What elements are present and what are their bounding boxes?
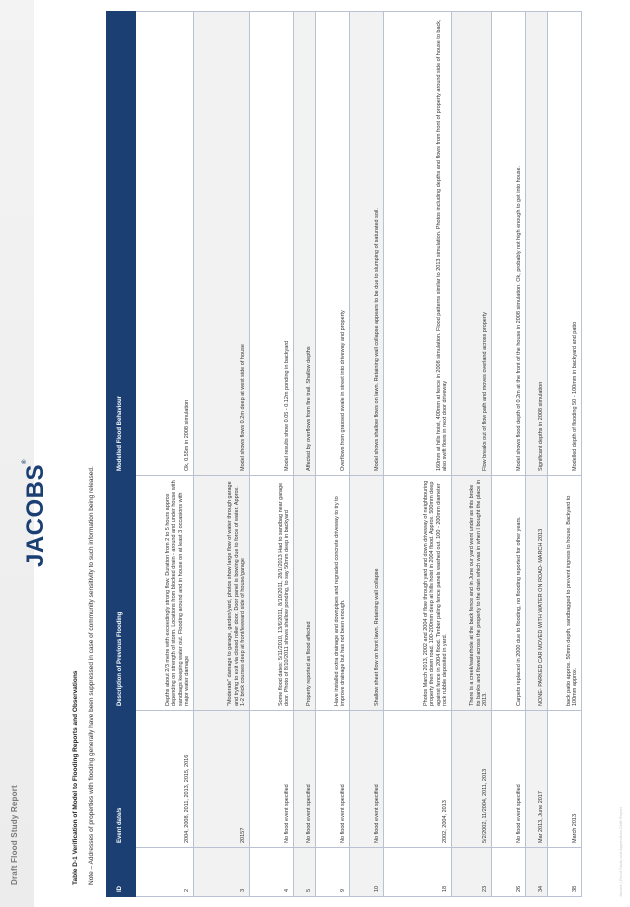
cell-description: Depths about 2/3 metre with exceedingly strong flow. Duration from 2 to 5 hours approx depending on strength of storm. Locations from blocked drain - around and under house with sandbags keeping water out. Flooding around and in house on at least 3 occasions with major water damage (136, 476, 194, 711)
table-header-row (107, 12, 136, 897)
table-row (548, 12, 582, 897)
table-row (350, 12, 384, 897)
header-description: Description of Previous Flooding (107, 476, 136, 711)
cell-description: Photos March 2013, 2002 and 2004 of flow through yard and down driveway of neighbouring property then down road. 100-200mm deep at hills hoist in 2004 flood. Approx. 500mm deep against fence in 2004 flood. Timber paling fence panels washed out. 100 - 200mm diameter rock rubble deposited in yard. (384, 476, 452, 711)
table-row (294, 12, 316, 897)
table-note: Note – Addresses of properties with flooding generally have been suppressed in case of community sensitivity to such information being released. (88, 466, 95, 885)
cell-id: 5 (294, 848, 316, 897)
cell-dates: 2002, 2004, 2013 (384, 711, 452, 848)
cell-modelled: Model shows shallow flows on lawn. Retaining wall collapse appears to be due to slumping of saturated soil. (350, 12, 384, 476)
table-title: Table D-1 Verification of Model to Flooding Reports and Observations (72, 670, 79, 885)
cell-modelled: Flow breaks out of flow path and moves overland across property (452, 12, 492, 476)
cell-dates: Mar 2013, June 2017 (526, 711, 548, 848)
cell-description: NONE- PARKED CAR MOVED WITH WATER ON ROAD- MARCH 2013 (526, 476, 548, 711)
cell-id: 18 (384, 848, 452, 897)
cell-description: Shallow sheet flow on front lawn. Retaining wall collapse (350, 476, 384, 711)
table-row (316, 12, 350, 897)
cell-description: Some flood dates: 5/11/2010, 13/6/2011, 8/10/2011, 28/1/2013 Had to sandbag near garage door. Photo of 8/10/2011 shows shallow ponding, to say 50mm deep in backyard (250, 476, 294, 711)
cell-modelled: Model results show 0.05 - 0.12m ponding in backyard (250, 12, 294, 476)
cell-modelled: Model shows flood depth of 0.2m at the front of the house in 2008 simulation. Ok, probably not high enough to get into house. (492, 12, 526, 476)
footer-text: Jacobs | Flood Study and Appendices Draft Report (618, 807, 623, 897)
cell-modelled: Model shows flows 0.2m deep at west side of house (194, 12, 250, 476)
table-row (250, 12, 294, 897)
cell-id: 9 (316, 848, 350, 897)
cell-id: 2 (136, 848, 194, 897)
cell-description: "Moderate" damage to garage, garden/yard, photos show large flow of water through garage and trying to exit via closed roller door. Door panel is bowing due to force of water. Approx. 1-2 brick courses deep at front/leeward side of house/garage (194, 476, 250, 711)
logo-text: JACOBS (22, 463, 49, 567)
table-row (452, 12, 492, 897)
cell-modelled: Overflows from grassed swale in street into driveway and property (316, 12, 350, 476)
cell-dates: 2004, 2008, 2011, 2013, 2015, 2016 (136, 711, 194, 848)
jacobs-logo (22, 459, 50, 567)
cell-id: 34 (526, 848, 548, 897)
cell-description: back patio approx. 50mm depth, sandbagged to prevent ingress to house. Backyard to 100mm approx. (548, 476, 582, 711)
cell-id: 23 (452, 848, 492, 897)
cell-description: Carpets replaced in 2000 due to flooding, no flooding reported for other years. (492, 476, 526, 711)
cell-modelled: Modelled depth of flooding 50 - 100mm in backyard and patio (548, 12, 582, 476)
cell-modelled: Affected by overflows from fire trail. Shallow depths (294, 12, 316, 476)
cell-dates: No flood event specified (492, 711, 526, 848)
table-row (194, 12, 250, 897)
cell-description: Property reported as flood affected (294, 476, 316, 711)
cell-dates: No flood event specified (350, 711, 384, 848)
cell-id: 10 (350, 848, 384, 897)
cell-dates: 2015? (194, 711, 250, 848)
cell-dates: No flood event specified (250, 711, 294, 848)
cell-id: 38 (548, 848, 582, 897)
cell-id: 3 (194, 848, 250, 897)
cell-id: 26 (492, 848, 526, 897)
cell-dates: March 2013 (548, 711, 582, 848)
header-dates: Event date/s (107, 711, 136, 848)
cell-modelled: 160mm at hills hoist, 400mm at fence in 2008 simulation. Flood patterns similar to 2013 simulation. Photos including depths and flows from front of property around side of house to back, also swift flows in next door driveway (384, 12, 452, 476)
table-row (492, 12, 526, 897)
logo-mark: ® (22, 459, 28, 464)
table-row (384, 12, 452, 897)
cell-modelled: Significant depths in 2008 simulation (526, 12, 548, 476)
cell-description: Have installed extra drainage and downpipes and regraded concrete driveway to try to improve drainage but has not been enough. (316, 476, 350, 711)
cell-dates: No flood event specified (316, 711, 350, 848)
cell-description: There is a creek/waterhole at the back fence and in June our yard went under as this broke its banks and flowed across the property to the drain which was in when I bought the place in 2013. (452, 476, 492, 711)
cell-dates: No flood event specified (294, 711, 316, 848)
cell-id: 4 (250, 848, 294, 897)
cell-modelled: Ok, 0.55m in 2008 simulation (136, 12, 194, 476)
document-title: Draft Flood Study Report (10, 785, 19, 885)
cell-dates: 5/2/2002, 11/2004, 2011, 2013 (452, 711, 492, 848)
header-modelled: Modelled Flood Behaviour (107, 12, 136, 476)
table-row (526, 12, 548, 897)
verification-table (106, 11, 582, 897)
header-id: ID (107, 848, 136, 897)
table-row (136, 12, 194, 897)
